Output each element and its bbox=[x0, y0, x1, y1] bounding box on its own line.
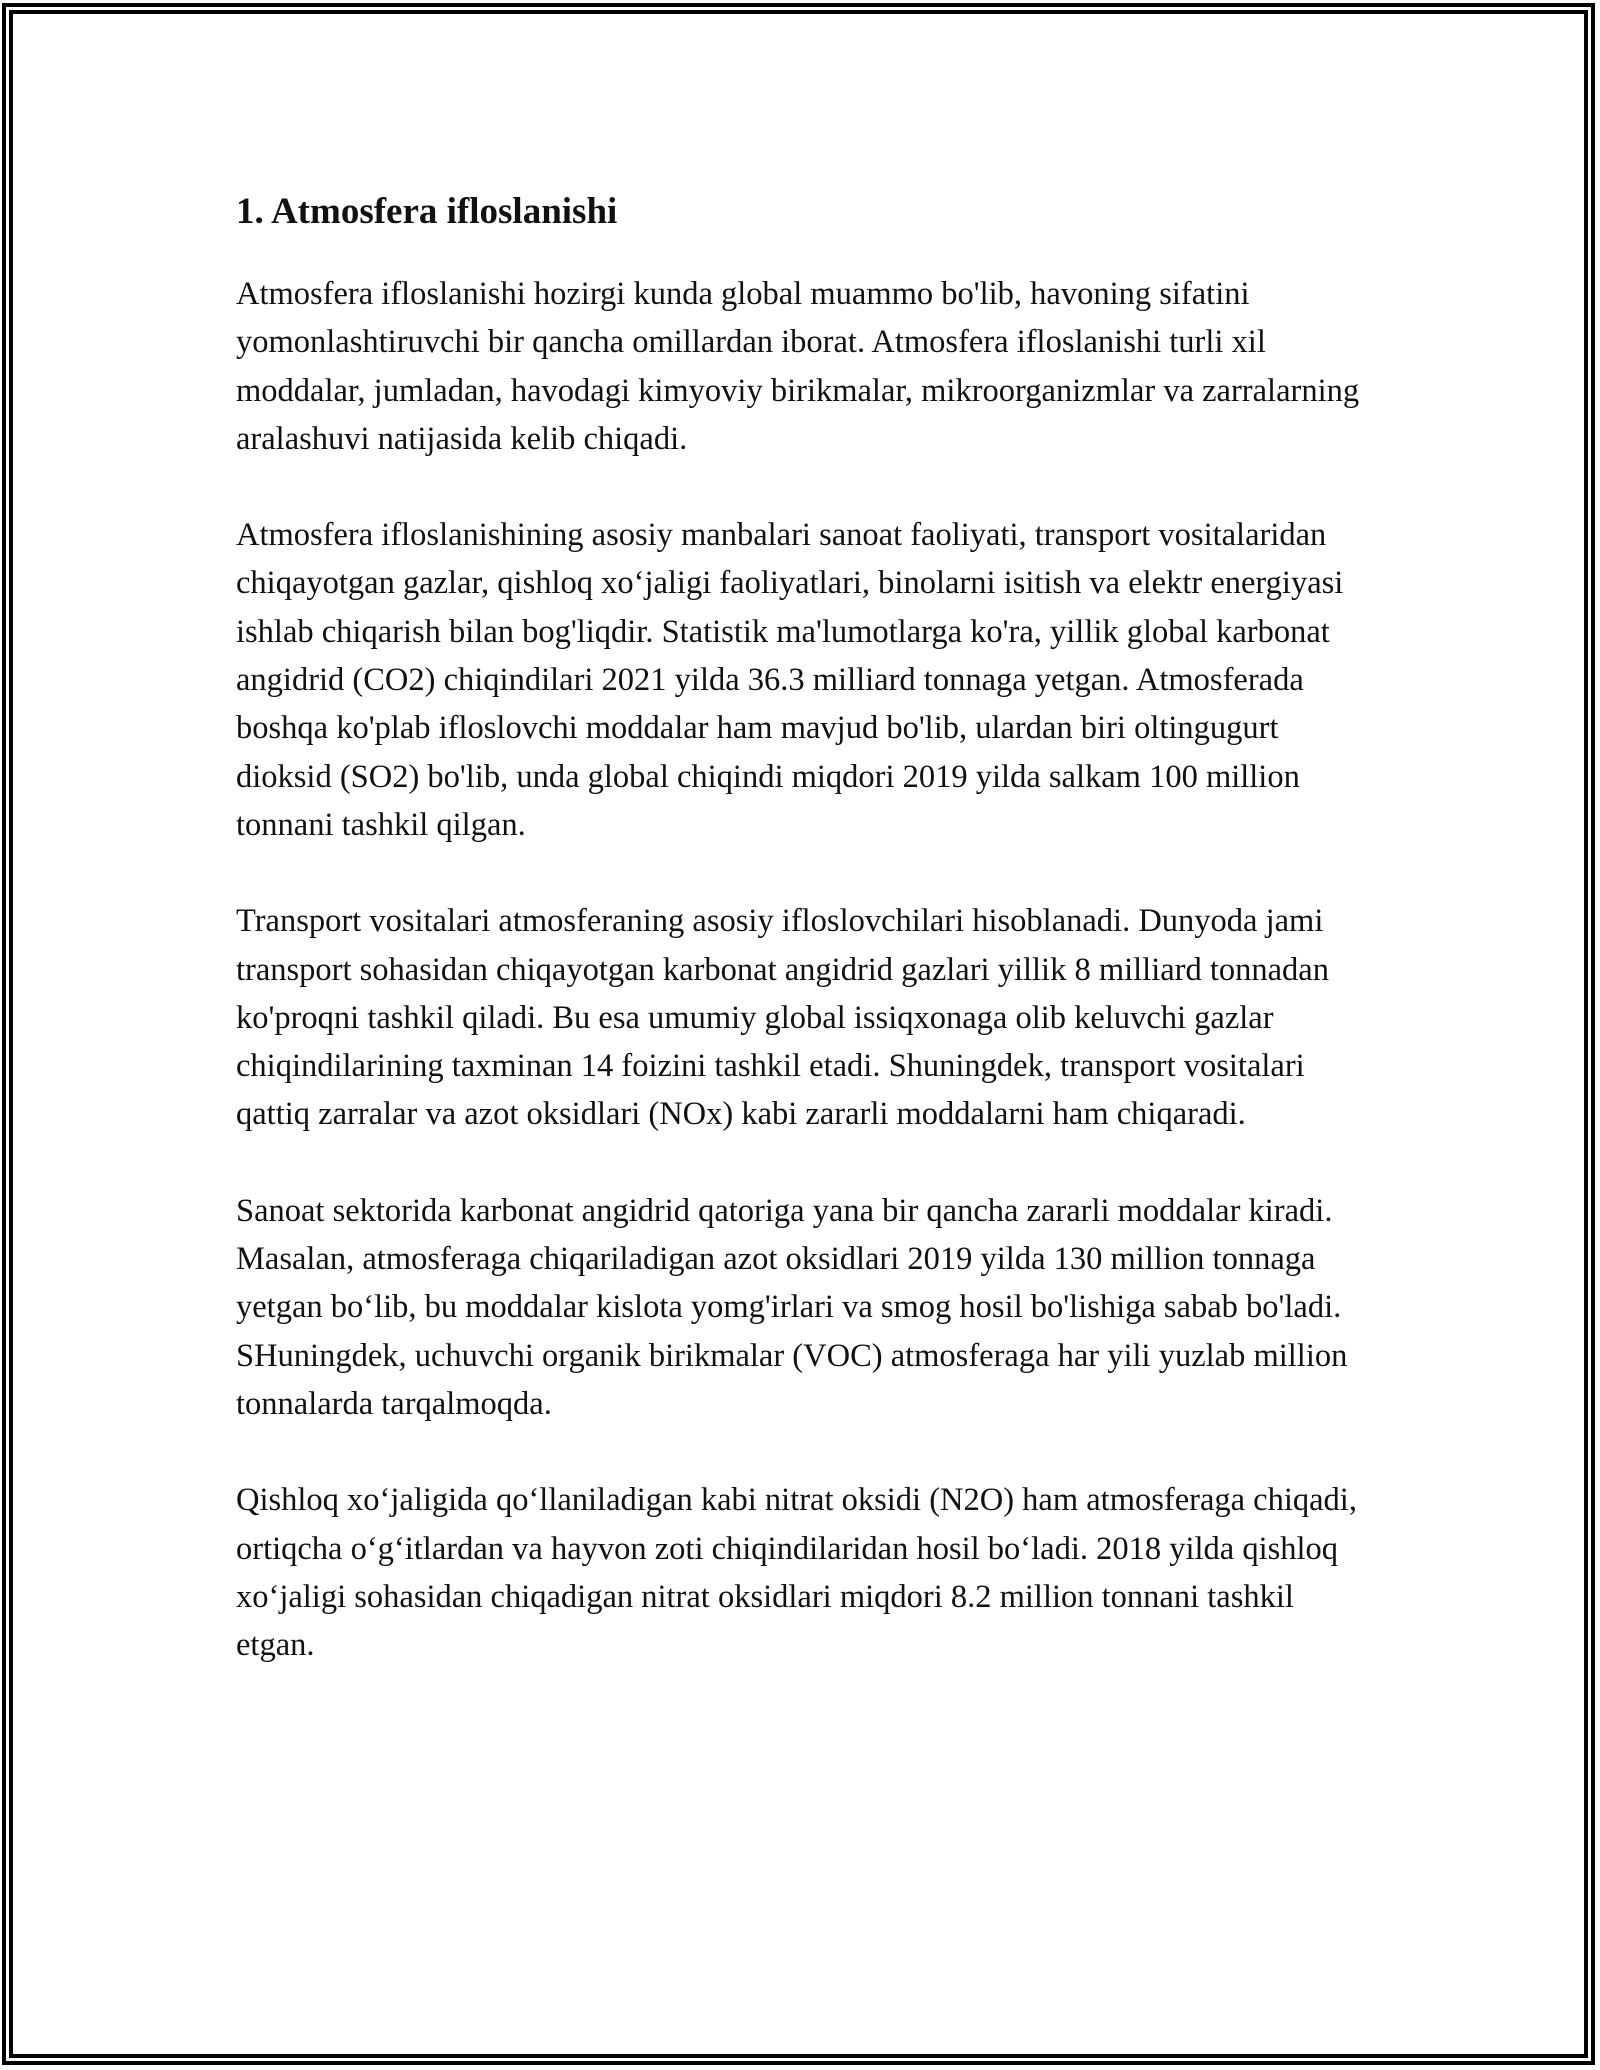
paragraph-sources: Atmosfera ifloslanishining asosiy manbalari sanoat faoliyati, transport vositalaridan chiqayotgan gazlar, qishloq xo‘jaligi faoliyatlari, binolarni isitish va elektr energiyasi ishlab chiqarish bilan bog'liqdir. Statistik ma'lumotlarga ko'ra, yillik global karbonat angidrid (CO2) chiqindilari 2021 yilda 36.3 milliard tonnaga yetgan. Atmosferada boshqa ko'plab ifloslovchi moddalar ham mavjud bo'lib, ulardan biri oltingugurt dioksid (SO2) bo'lib, unda global chiqindi miqdori 2019 yilda salkam 100 million tonnani tashkil qilgan. bbox=[236, 517, 1344, 843]
paragraph-transport: Transport vositalari atmosferaning asosiy ifloslovchilari hisoblanadi. Dunyoda jami transport sohasidan chiqayotgan karbonat angidrid gazlari yillik 8 milliard tonnadan ko'proqni tashkil qiladi. Bu esa umumiy global issiqxonaga olib keluvchi gazlar chiqindilarining taxminan 14 foizini tashkil etadi. Shuningdek, transport vositalari qattiq zarralar va azot oksidlari (NOx) kabi zararli moddalarni ham chiqaradi. bbox=[236, 903, 1329, 1133]
paragraph-industry: Sanoat sektorida karbonat angidrid qatoriga yana bir qancha zararli moddalar kiradi. Masalan, atmosferaga chiqariladigan azot oksidlari 2019 yilda 130 million tonnaga yetgan bo‘lib, bu moddalar kislota yomg'irlari va smog hosil bo'lishiga sabab bo'ladi. SHuningdek, uchuvchi organik birikmalar (VOC) atmosferaga har yili yuzlab million tonnalarda tarqalmoqda. bbox=[236, 1192, 1348, 1422]
paragraph-intro: Atmosfera ifloslanishi hozirgi kunda global muammo bo'lib, havoning sifatini yomonlashtiruvchi bir qancha omillardan iborat. Atmosfera ifloslanishi turli xil moddalar, jumladan, havodagi kimyoviy birikmalar, mikroorganizmlar va zarralarning aralashuvi natijasida kelib chiqadi. bbox=[236, 276, 1360, 457]
paragraph-agriculture: Qishloq xo‘jaligida qo‘llaniladigan kabi nitrat oksidi (N2O) ham atmosferaga chiqadi, ortiqcha o‘g‘itlardan va hayvon zoti chiqindilaridan hosil bo‘ladi. 2018 yilda qishloq xo‘jaligi sohasidan chiqadigan nitrat oksidlari miqdori 8.2 million tonnani tashkil etgan. bbox=[236, 1482, 1357, 1664]
section-heading: 1. Atmosfera ifloslanishi bbox=[236, 191, 618, 232]
document-body bbox=[236, 188, 1366, 1717]
